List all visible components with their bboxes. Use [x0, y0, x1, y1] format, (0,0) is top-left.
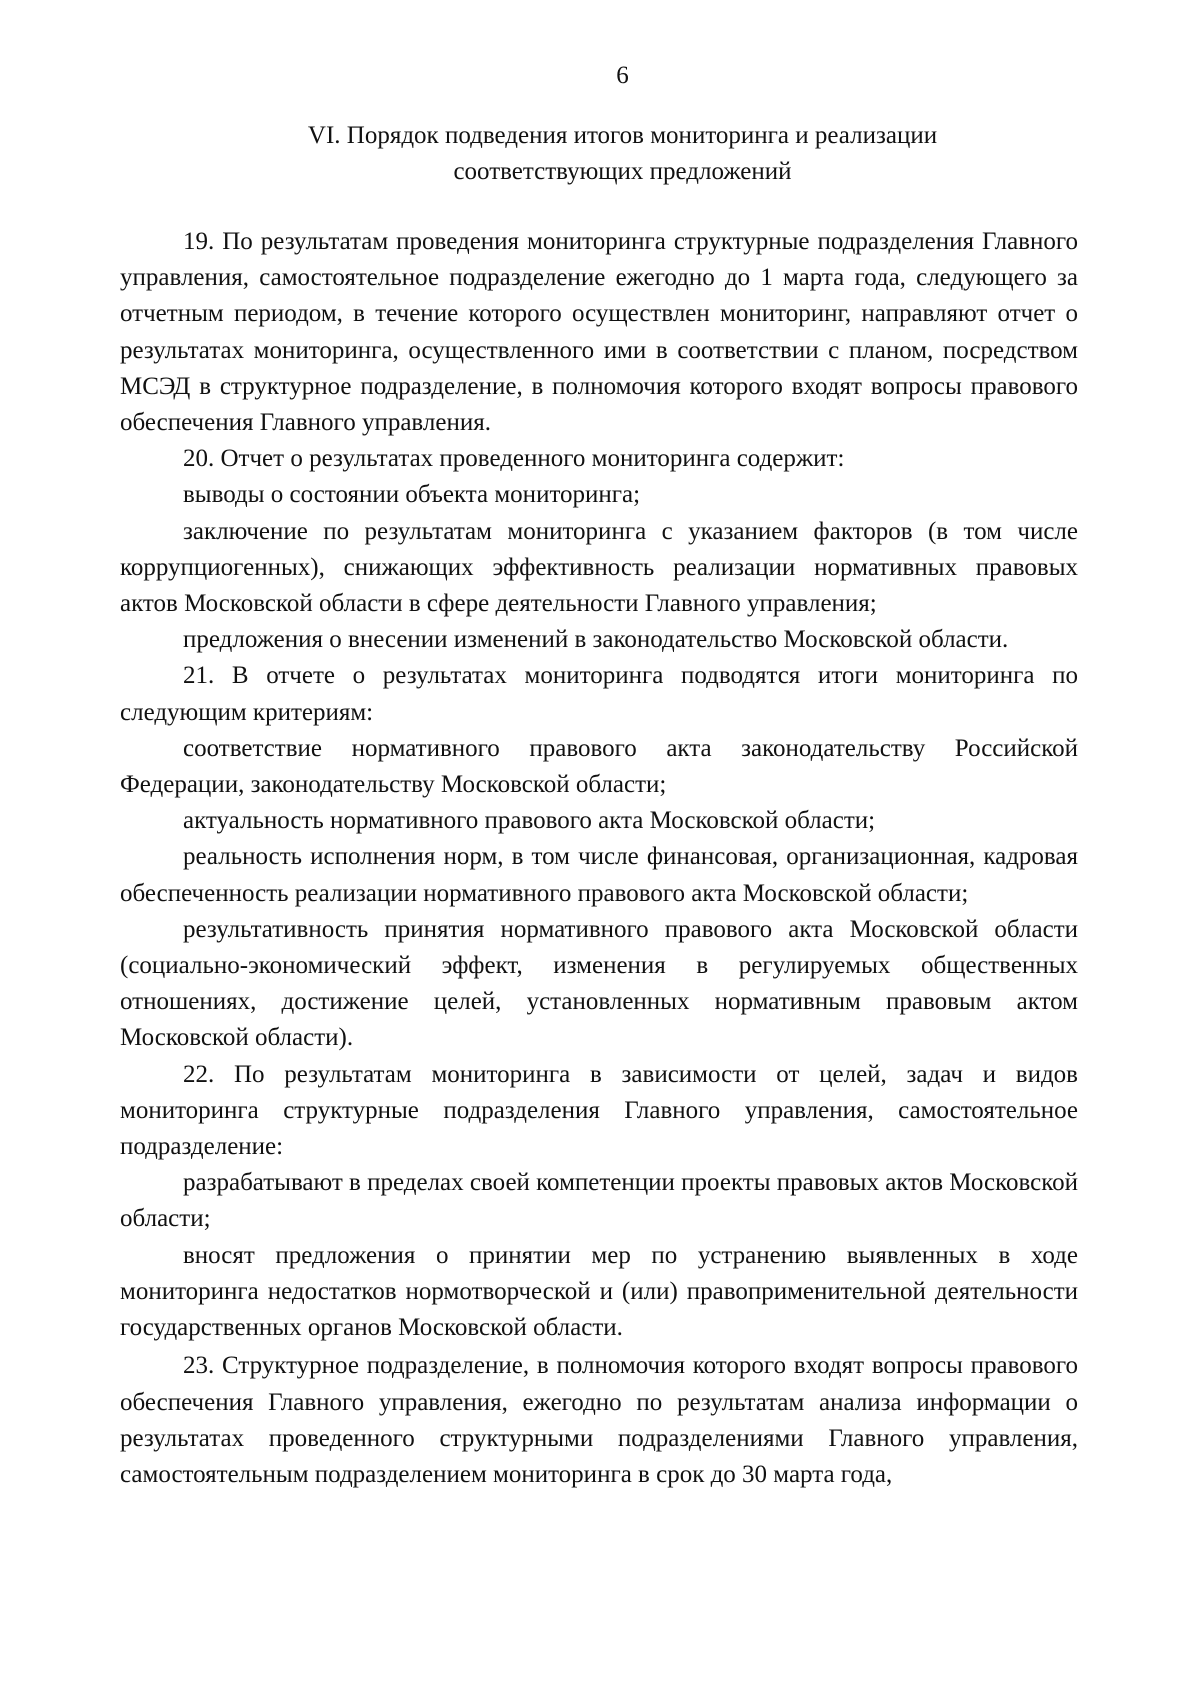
document-body: [120, 224, 1078, 1493]
page-number: 6: [616, 62, 629, 89]
paragraph-20-item-findings: заключение по результатам мониторинга с указанием факторов (в том числе коррупциогенных), снижающих эффективность реализации нормативных правовых актов Московской области в сфере деятельности Главного управления;: [120, 517, 1078, 618]
paragraph-21-criterion-relevance: актуальность нормативного правового акта Московской области;: [183, 807, 876, 835]
paragraph-22: 22. По результатам мониторинга в зависимости от целей, задач и видов мониторинга структурные подразделения Главного управления, самостоятельное подразделение:: [120, 1060, 1078, 1161]
paragraph-20: 20. Отчет о результатах проведенного мониторинга содержит:: [183, 445, 845, 473]
section-heading-line-1: VI. Порядок подведения итогов мониторинга и реализации: [307, 122, 938, 149]
paragraph-22-item-drafts: разрабатывают в пределах своей компетенции проекты правовых актов Московской области;: [120, 1169, 1078, 1233]
paragraph-19: 19. По результатам проведения мониторинга структурные подразделения Главного управления, самостоятельное подразделение ежегодно до 1 марта года, следующего за отчетным периодом, в течение которого осуществлен мониторинг, направляют отчет о результатах мониторинга, осуществленного ими в соответствии с планом, посредством МСЭД в структурное подразделение, в полномочия которого входят вопросы правового обеспечения Главного управления.: [120, 228, 1078, 437]
paragraph-21-criterion-compliance: соответствие нормативного правового акта законодательству Российской Федерации, законодательству Московской области;: [120, 734, 1078, 799]
section-heading-line-2: соответствующих предложений: [453, 158, 792, 185]
paragraph-20-item-conclusions: выводы о состоянии объекта мониторинга;: [183, 481, 641, 509]
paragraph-20-item-proposals: предложения о внесении изменений в законодательство Московской области.: [183, 626, 1009, 654]
paragraph-22-item-measures: вносят предложения о принятии мер по устранению выявленных в ходе мониторинга недостатков нормотворческой и (или) правоприменительной деятельности государственных органов Московской области.: [120, 1241, 1078, 1342]
paragraph-21-criterion-effectiveness: результативность принятия нормативного правового акта Московской области (социально-экономический эффект, изменения в регулируемых общественных отношениях, достижение целей, установленных нормативным правовым актом Московской области).: [120, 915, 1078, 1052]
paragraph-21: 21. В отчете о результатах мониторинга подводятся итоги мониторинга по следующим критериям:: [120, 662, 1078, 726]
paragraph-21-criterion-feasibility: реальность исполнения норм, в том числе финансовая, организационная, кадровая обеспеченность реализации нормативного правового акта Московской области;: [120, 843, 1078, 907]
section-heading: [0, 118, 1200, 190]
paragraph-23: 23. Структурное подразделение, в полномочия которого входят вопросы правового обеспечения Главного управления, ежегодно по результатам анализа информации о результатах проведенного структурными подразделениями Главного управления, самостоятельным подразделением мониторинга в срок до 30 марта года,: [120, 1352, 1078, 1488]
